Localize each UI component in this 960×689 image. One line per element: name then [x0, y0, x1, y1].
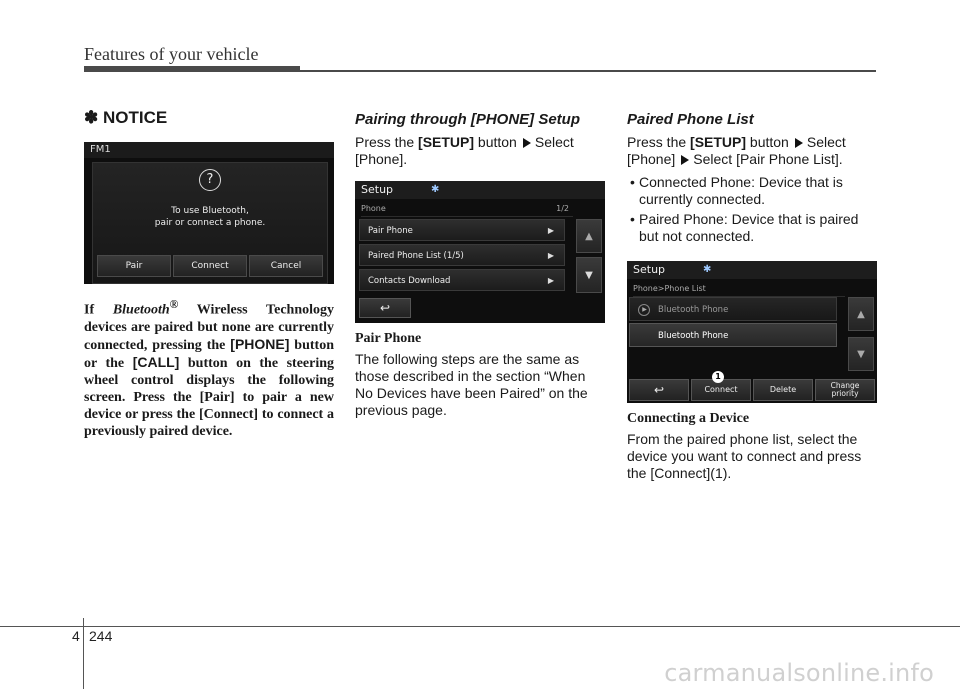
phone-list-item-selected[interactable] [629, 323, 837, 347]
connect-button[interactable]: Connect [691, 379, 751, 401]
pairing-heading: Pairing through [PHONE] Setup [355, 111, 580, 128]
back-button[interactable]: ↩ [359, 298, 411, 318]
instr-select-2: Select [693, 151, 733, 167]
back-button[interactable]: ↩ [629, 379, 689, 401]
instr-target: [Phone]. [355, 151, 408, 167]
dialog-buttons [97, 255, 323, 277]
pair-phone-body: The following steps are the same as those described in the section “When No Devices have been Paired” on the previous page. [355, 351, 588, 418]
page-header-title: Features of your vehicle [84, 44, 259, 64]
paired-list-instruction [627, 134, 877, 168]
scroll-up-button[interactable]: ▲ [576, 219, 602, 253]
footer-divider [83, 618, 84, 689]
phone-list-toolbar [629, 379, 875, 401]
question-icon: ? [199, 169, 221, 191]
scroll-up-button[interactable]: ▲ [848, 297, 874, 331]
phone-name: Bluetooth Phone [658, 331, 729, 341]
notice-text-4: button on the steering wheel control displays the following screen. Press the [Pair] to pair a new device or press the [Connect] to connect a previously paired device. [84, 355, 335, 439]
instr-target: [Pair Phone List]. [736, 151, 843, 167]
connecting-body: From the paired phone list, select the device you want to connect and press the [Connect](1). [627, 431, 862, 481]
notice-key-call: [CALL] [132, 353, 180, 370]
arrow-right-icon [523, 138, 531, 148]
scroll-down-button[interactable]: ▼ [576, 257, 602, 293]
header-rule-thick [84, 66, 300, 72]
scroll-down-button[interactable]: ▼ [848, 337, 874, 371]
list-item: • Connected Phone: Device that is currently connected. [630, 174, 843, 207]
dialog-message-line1: To use Bluetooth, [171, 206, 249, 216]
phone-name: Bluetooth Phone [658, 305, 729, 315]
play-arrow-icon: ▶ [547, 276, 554, 285]
header-rule-thin [300, 70, 876, 72]
paired-list-heading: Paired Phone List [627, 111, 754, 128]
instr-press: Press the [355, 134, 419, 150]
screen-top-label: FM1 [84, 142, 334, 158]
menu-item-contacts-download[interactable] [359, 269, 565, 291]
notice-text-2: Wireless Technology devices are paired but none are currently connected, pressing the [84, 302, 334, 353]
menu-item-label: Pair Phone [368, 226, 413, 236]
setup-path [361, 202, 573, 217]
pair-button[interactable]: Pair [97, 255, 171, 277]
notice-heading: ✽ NOTICE [84, 108, 168, 127]
pairing-instruction [355, 134, 605, 168]
notice-text-reg: ® [169, 298, 179, 311]
column-notice [84, 108, 334, 440]
cancel-button[interactable]: Cancel [249, 255, 323, 277]
notice-text-bluetooth: Bluetooth [112, 302, 170, 318]
play-arrow-icon: ▶ [547, 226, 554, 235]
menu-item-label: Paired Phone List (1/5) [368, 251, 464, 261]
pair-phone-heading: Pair Phone [355, 331, 422, 346]
column-pairing [355, 108, 605, 419]
play-icon: ▶ [638, 304, 650, 316]
page-number: 244 [89, 628, 113, 644]
list-item: • Paired Phone: Device that is paired but not connected. [630, 211, 859, 244]
connect-dialog [92, 162, 328, 284]
instr-select: Select [806, 134, 846, 150]
phone-list-item-connected[interactable] [629, 297, 837, 321]
phone-setup-screen [355, 181, 605, 323]
instr-button: button [474, 134, 517, 150]
play-arrow-icon: ▶ [547, 251, 554, 260]
column-paired-list [627, 108, 877, 482]
dialog-message-line2: pair or connect a phone. [154, 218, 266, 228]
instr-button: button [746, 134, 789, 150]
watermark: carmanualsonline.info [664, 659, 934, 687]
menu-item-label: Contacts Download [368, 276, 451, 286]
notice-paragraph [84, 296, 334, 440]
bluetooth-icon: ✱ [431, 184, 440, 195]
menu-item-pair-phone[interactable] [359, 219, 565, 241]
arrow-right-icon [681, 155, 689, 165]
bluetooth-icon: ✱ [703, 264, 712, 275]
dialog-message [93, 205, 327, 229]
setup-path: Phone>Phone List [633, 282, 845, 297]
delete-button[interactable]: Delete [753, 379, 813, 401]
connect-button[interactable]: Connect [173, 255, 247, 277]
list-item-text: Paired Phone: Device that is paired but not connected. [639, 211, 859, 244]
setup-title: Setup [355, 181, 605, 199]
chapter-number: 4 [72, 628, 80, 644]
arrow-right-icon [795, 138, 803, 148]
bluetooth-connect-screen [84, 142, 334, 284]
notice-text-1: If [84, 302, 113, 318]
page-indicator: 1/2 [556, 204, 569, 213]
setup-title: Setup [627, 261, 877, 279]
notice-key-phone: [PHONE] [230, 335, 290, 352]
change-priority-button[interactable]: Change priority [815, 379, 875, 401]
callout-badge: 1 [712, 371, 724, 383]
footer-rule [0, 626, 960, 627]
instr-setup-key: [SETUP] [418, 134, 475, 150]
connecting-heading: Connecting a Device [627, 411, 750, 426]
notice-text-3: button or the [84, 337, 334, 371]
setup-path-label: Phone [361, 204, 386, 213]
phone-status-list [627, 174, 877, 245]
instr-phone: [Phone] [627, 151, 676, 167]
instr-setup-key: [SETUP] [690, 134, 747, 150]
instr-select: Select [534, 134, 574, 150]
list-item-text: Connected Phone: Device that is currently connected. [639, 174, 843, 207]
phone-list-screen [627, 261, 877, 403]
instr-press: Press the [627, 134, 691, 150]
menu-item-paired-phone-list[interactable] [359, 244, 565, 266]
